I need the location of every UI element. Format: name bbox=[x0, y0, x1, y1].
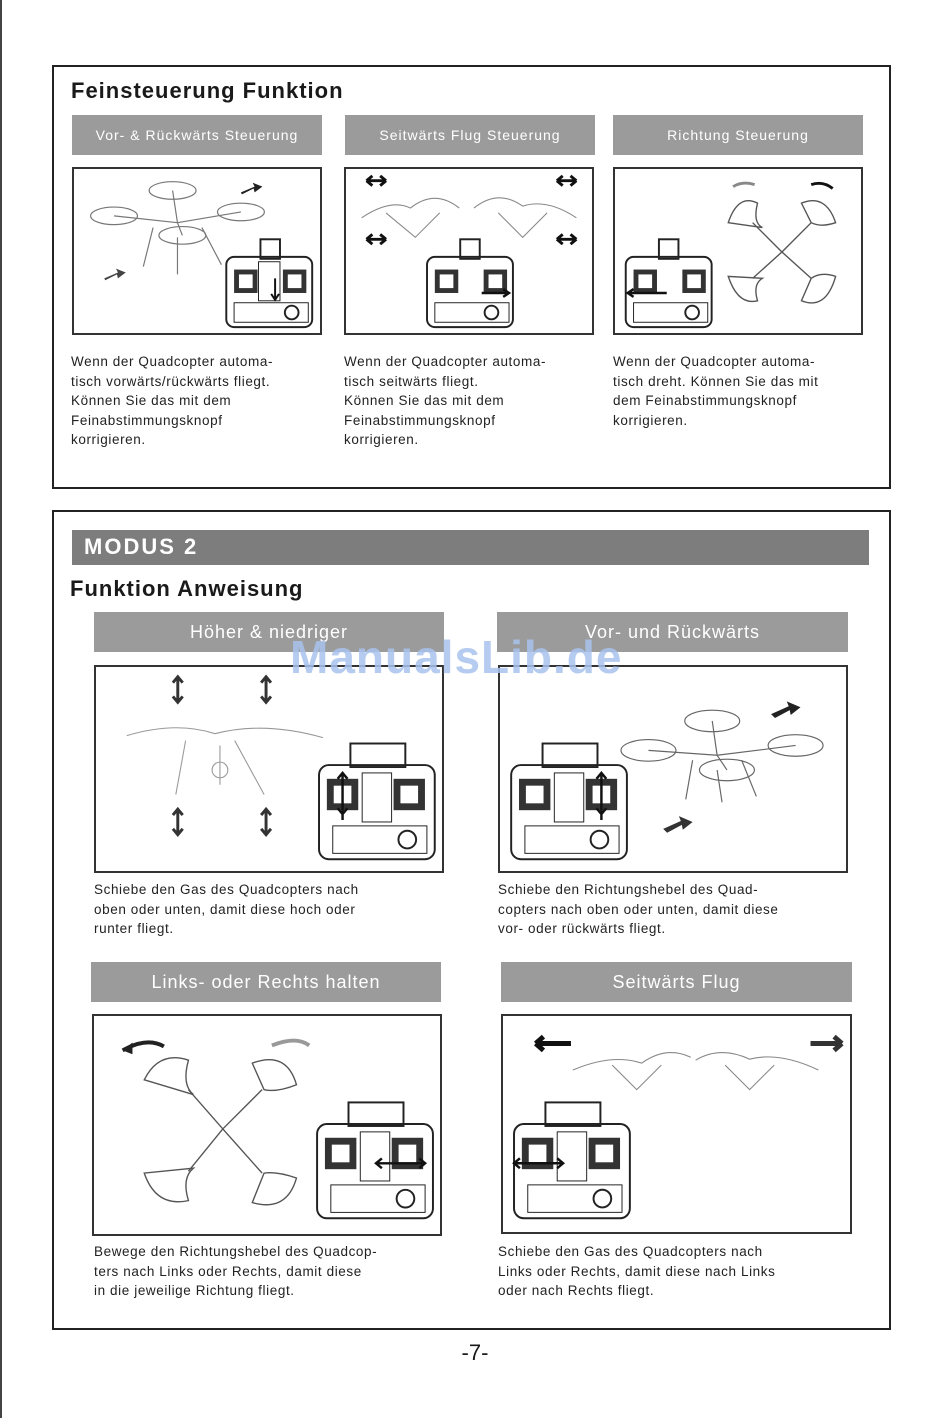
section-title-funktion-anweisung: Funktion Anweisung bbox=[70, 576, 304, 601]
card-text-seitwaerts-flug: Schiebe den Gas des Quadcopters nach Links oder Rechts, damit diese nach Links oder nach Rechts fliegt. bbox=[498, 1244, 776, 1298]
card-heading-hoeher-niedriger: Höher & niedriger bbox=[94, 612, 444, 652]
watermark: ManualsLib.de bbox=[290, 631, 623, 683]
page-edge-line bbox=[0, 0, 2, 1418]
card-heading-links-rechts-halten: Links- oder Rechts halten bbox=[91, 962, 441, 1002]
illustration-drone-sideways-flight-with-remote bbox=[501, 1014, 852, 1234]
card-heading-seitwaerts-flug: Seitwärts Flug bbox=[501, 962, 852, 1002]
card-heading-seitwaerts-flug-steuerung: Seitwärts Flug Steuerung bbox=[345, 115, 595, 155]
card-text-vor-und-rueckwaerts: Schiebe den Richtungshebel des Quad- copters nach oben oder unten, damit diese vor- oder rückwärts fliegt. bbox=[498, 882, 779, 936]
illustration-drone-tilt-with-remote bbox=[72, 167, 322, 335]
page-number: -7- bbox=[461, 1340, 489, 1365]
illustration-drone-sideways-with-remote bbox=[344, 167, 594, 335]
card-text-seitwaerts-flug-steuerung: Wenn der Quadcopter automa- tisch seitwärts fliegt. Können Sie das mit dem Feinabstimmungsknopf korrigieren. bbox=[344, 354, 547, 447]
card-text-vor-rueckwaerts-steuerung: Wenn der Quadcopter automa- tisch vorwärts/rückwärts fliegt. Können Sie das mit dem Feinabstimmungsknopf korrigieren. bbox=[71, 354, 274, 447]
card-heading-richtung-steuerung: Richtung Steuerung bbox=[613, 115, 863, 155]
illustration-drone-rotate-with-remote bbox=[613, 167, 863, 335]
card-text-hoeher-niedriger: Schiebe den Gas des Quadcopters nach oben oder unten, damit diese hoch oder runter fliegt. bbox=[94, 882, 359, 936]
illustration-drone-forward-backward-with-remote bbox=[498, 665, 848, 873]
card-text-richtung-steuerung: Wenn der Quadcopter automa- tisch dreht. Können Sie das mit dem Feinabstimmungsknopf korrigieren. bbox=[613, 354, 819, 428]
card-heading-vor-und-rueckwaerts: Vor- und Rückwärts bbox=[497, 612, 848, 652]
card-text-links-rechts-halten: Bewege den Richtungshebel des Quadcop- ters nach Links oder Rechts, damit diese in die jeweilige Richtung fliegt. bbox=[94, 1244, 378, 1298]
card-heading-vor-rueckwaerts-steuerung: Vor- & Rückwärts Steuerung bbox=[72, 115, 322, 155]
section-title-feinsteuerung: Feinsteuerung Funktion bbox=[71, 78, 344, 103]
illustration-drone-yaw-with-remote bbox=[92, 1014, 442, 1236]
illustration-drone-up-down-with-remote bbox=[94, 665, 444, 873]
modus-banner: MODUS 2 bbox=[72, 530, 869, 565]
